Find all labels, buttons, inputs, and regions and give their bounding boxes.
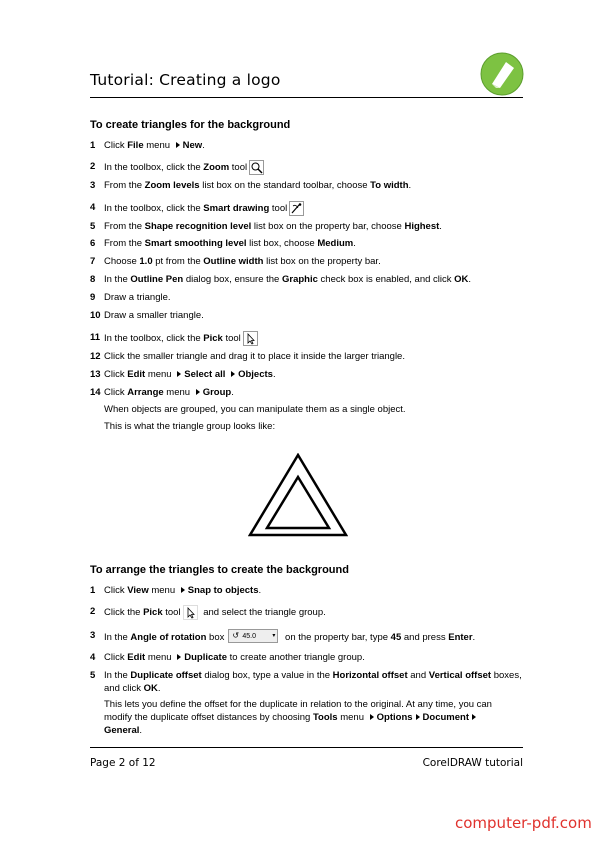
- step-number: 1: [90, 140, 96, 151]
- header-rule: [90, 97, 523, 98]
- angle-of-rotation-box: ↺ 45.0 ▾: [228, 629, 278, 643]
- smart-drawing-tool-icon: [289, 201, 304, 216]
- page-title: Tutorial: Creating a logo: [90, 71, 281, 89]
- footer-rule: [90, 747, 523, 748]
- body-text: This is what the triangle group looks like:: [104, 421, 276, 432]
- arrow-right-icon: [177, 371, 181, 377]
- arrow-right-icon: [177, 654, 181, 660]
- pick-tool-icon: [183, 605, 198, 620]
- coreldraw-logo-icon: [480, 52, 524, 96]
- arrow-right-icon: [416, 714, 420, 720]
- arrow-right-icon: [370, 714, 374, 720]
- section-heading: To create triangles for the background: [90, 119, 291, 131]
- pick-tool-icon: [243, 331, 258, 346]
- body-text: When objects are grouped, you can manipulate them as a single object.: [104, 404, 406, 415]
- footer-product: CorelDRAW tutorial: [422, 757, 523, 769]
- arrow-right-icon: [472, 714, 476, 720]
- body-text: This lets you define the offset for the duplicate in relation to the original. At any time, you can modify the duplicate offset distances by choosing Tools menu Options Document General.: [104, 699, 492, 736]
- spin-arrows-icon: ▾: [272, 633, 276, 639]
- arrow-right-icon: [176, 142, 180, 148]
- arrow-right-icon: [231, 371, 235, 377]
- rotate-icon: ↺: [232, 631, 240, 640]
- page-number: Page 2 of 12: [90, 757, 156, 769]
- watermark[interactable]: computer-pdf.com: [455, 814, 592, 832]
- arrow-right-icon: [181, 587, 185, 593]
- arrow-right-icon: [196, 389, 200, 395]
- triangle-group-image: [248, 453, 348, 538]
- section-heading: To arrange the triangles to create the background: [90, 564, 349, 576]
- zoom-tool-icon: [249, 160, 264, 175]
